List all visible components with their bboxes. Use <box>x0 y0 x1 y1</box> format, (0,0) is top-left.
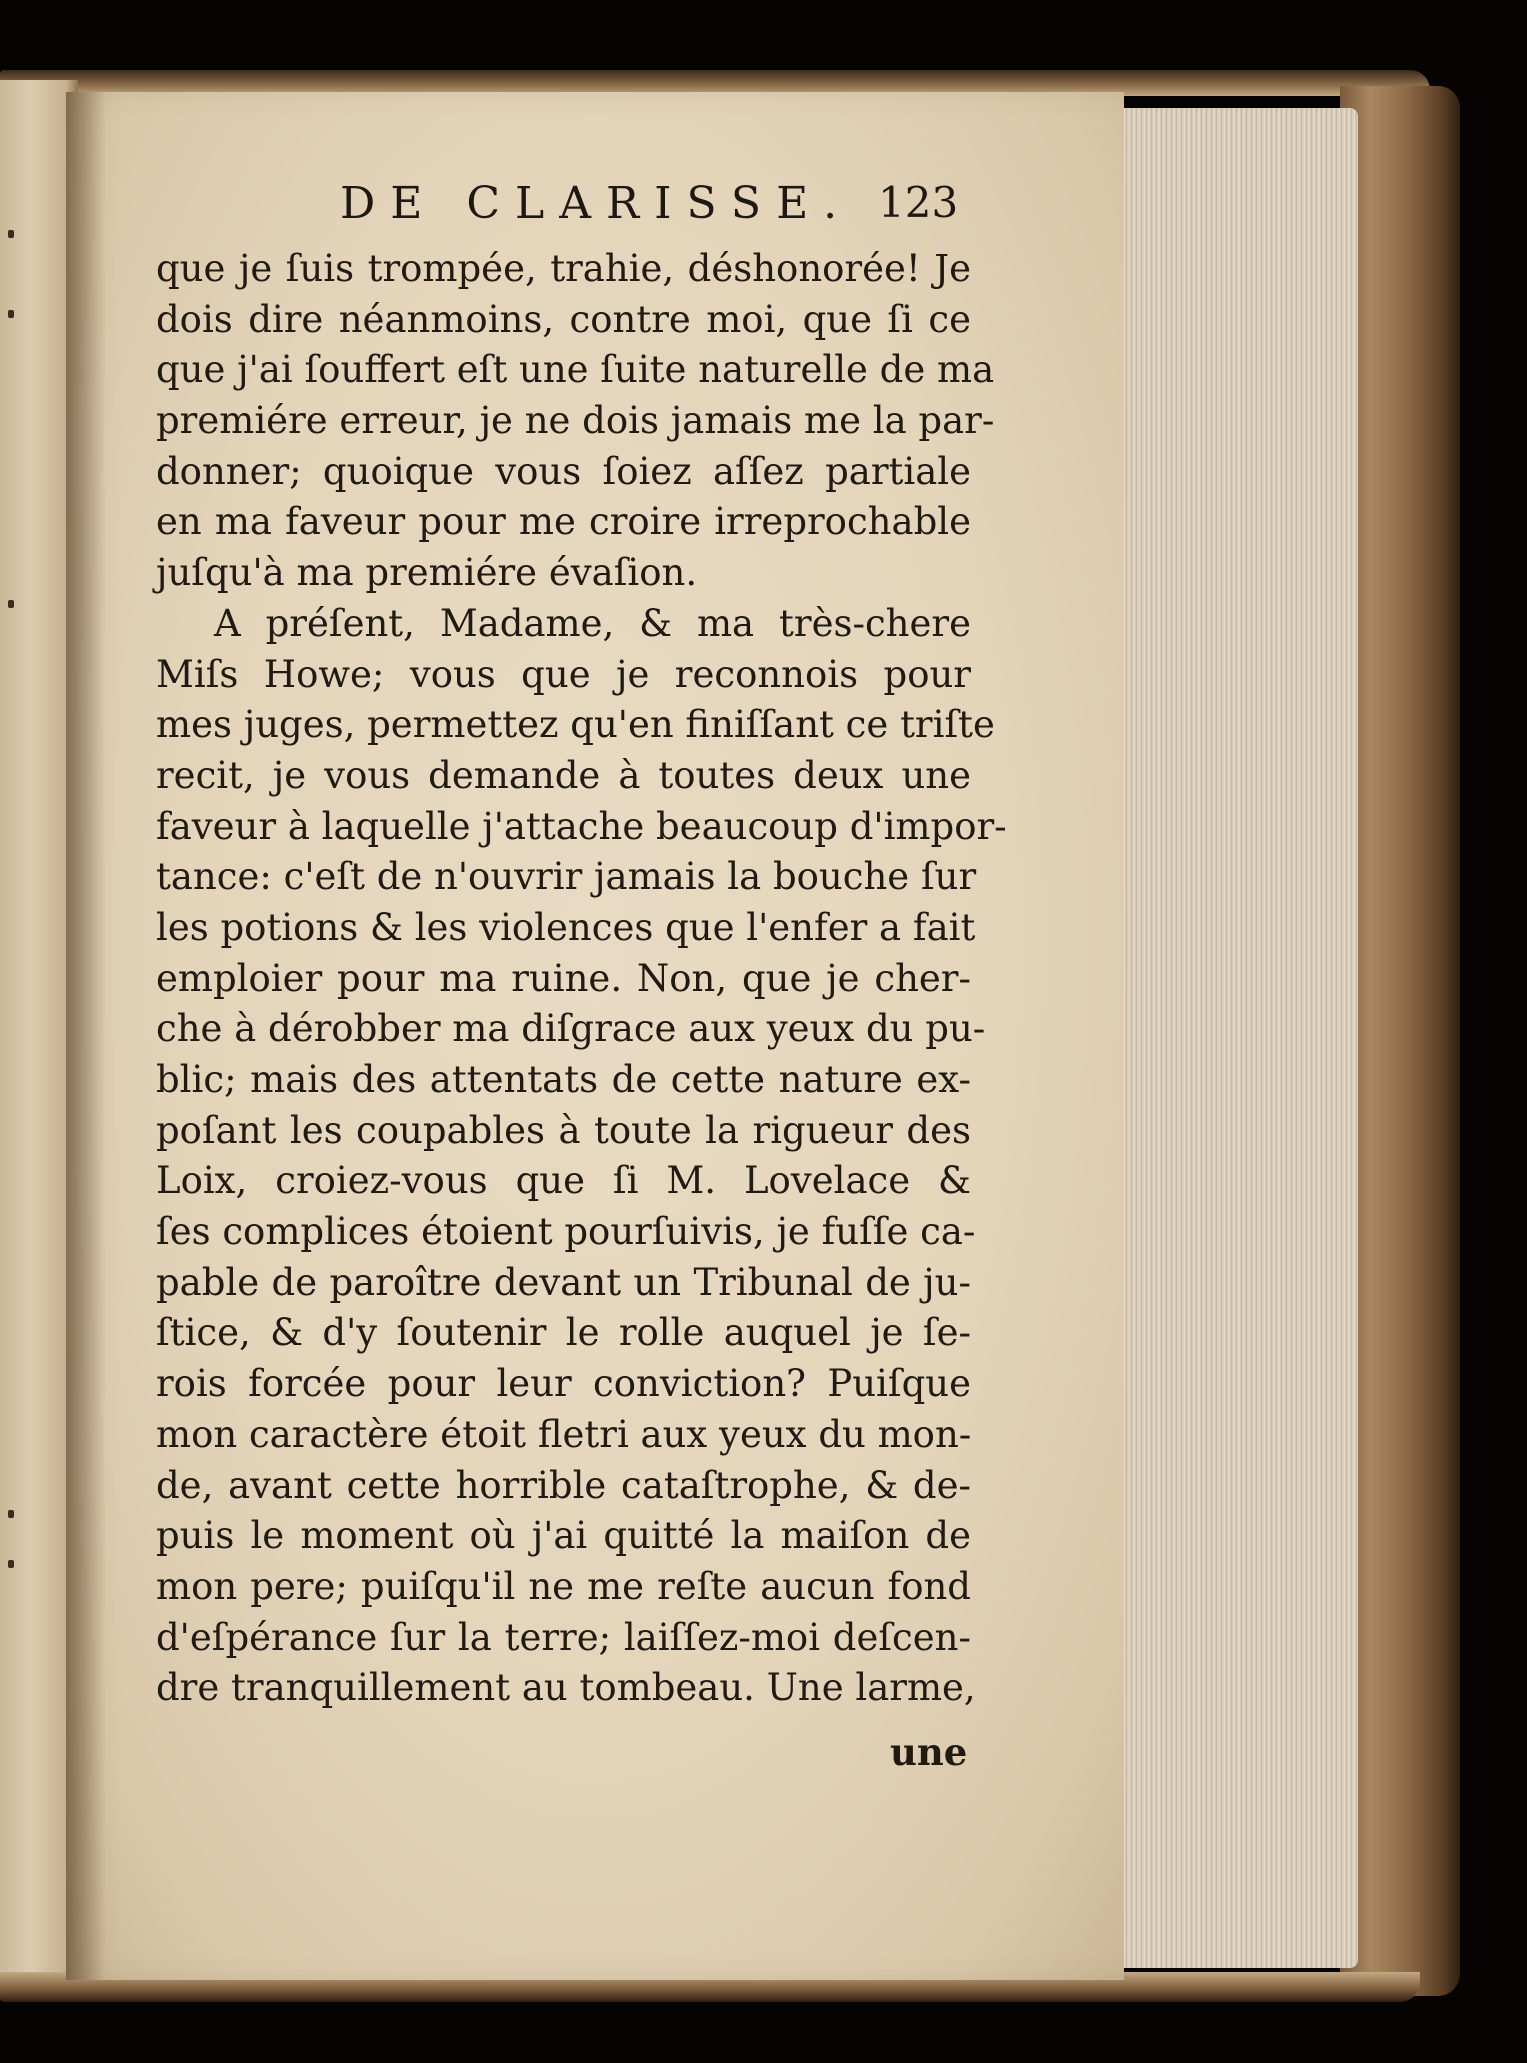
text-line: che à dérobber ma diſgrace aux yeux du pu- <box>156 1007 986 1051</box>
catchword: une <box>890 1730 968 1774</box>
text-line: rois forcée pour leur conviction? Puiſque <box>156 1362 971 1406</box>
text-line: premiére erreur, je ne dois jamais me la par- <box>156 399 995 443</box>
text-line: de, avant cette horrible cataſtrophe, & de- <box>156 1463 971 1507</box>
text-line: poſant les coupables à toute la rigueur des <box>156 1108 971 1152</box>
left-page-mark <box>8 310 14 318</box>
text-line: dois dire néanmoins, contre moi, que ſi ce <box>156 297 971 341</box>
text-line: puis le moment où j'ai quitté la maiſon de <box>156 1514 971 1558</box>
text-line: les potions & les violences que l'enfer a fait <box>156 905 976 949</box>
text-line: que j'ai ſouffert eſt une ſuite naturelle de ma <box>156 348 995 392</box>
text-line: faveur à laquelle j'attache beaucoup d'impor- <box>156 804 1007 848</box>
left-page-mark <box>8 230 14 238</box>
text-line: donner; quoique vous ſoiez aſſez partiale <box>156 449 971 493</box>
book-binding <box>1340 86 1460 1996</box>
text-line: mon caractère étoit fletri aux yeux du mon- <box>156 1412 972 1456</box>
text-line: d'eſpérance ſur la terre; laiſſez-moi deſcen- <box>156 1615 971 1659</box>
text-line: ſtice, & d'y ſoutenir le rolle auquel je ſe- <box>156 1311 971 1355</box>
gutter-shadow <box>66 92 106 1980</box>
text-line: blic; mais des attentats de cette nature ex- <box>156 1058 971 1101</box>
text-line: Miſs Howe; vous que je reconnois pour <box>156 652 971 696</box>
text-line: pable de paroître devant un Tribunal de ju- <box>156 1260 971 1304</box>
text-line: juſqu'à ma premiére évaſion. <box>156 551 698 595</box>
text-line: ſes complices étoient pourſuivis, je fuſſe ca- <box>156 1210 976 1254</box>
text-line: recit, je vous demande à toutes deux une <box>156 753 971 797</box>
left-page-mark <box>8 600 14 608</box>
left-page-mark <box>8 1560 14 1568</box>
page-edges <box>1118 108 1358 1968</box>
body-text <box>156 244 1007 1714</box>
text-line: que je ſuis trompée, trahie, déshonorée! Je <box>156 247 971 290</box>
text-line: en ma faveur pour me croire irreprochable <box>156 500 971 544</box>
text-line: mes juges, permettez qu'en finiſſant ce triſte <box>156 703 995 747</box>
text-line: tance: c'eſt de n'ouvrir jamais la bouche ſur <box>156 855 977 899</box>
text-line: emploier pour ma ruine. Non, que je cher- <box>156 956 971 1000</box>
page-number: 123 <box>878 178 959 227</box>
text-line: mon pere; puiſqu'il ne me reſte aucun fond <box>156 1564 971 1608</box>
text-line: A préſent, Madame, & ma très-chere <box>214 601 971 645</box>
text-line: Loix, croiez-vous que ſi M. Lovelace & <box>156 1159 971 1203</box>
running-head: DE CLARISSE. <box>340 178 853 229</box>
left-page-mark <box>8 1510 14 1518</box>
text-line: dre tranquillement au tombeau. Une larme, <box>156 1666 976 1710</box>
